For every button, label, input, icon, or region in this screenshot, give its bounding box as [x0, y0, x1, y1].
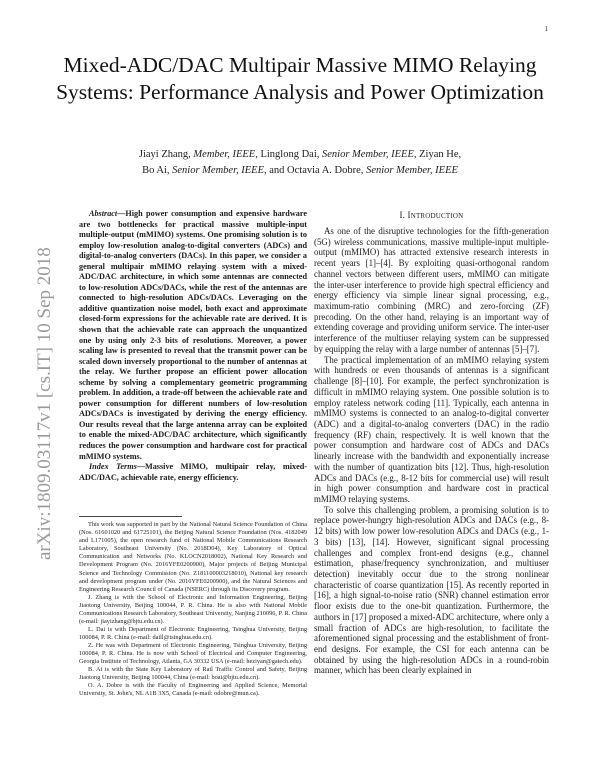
abstract-text: —High power consumption and expensive hardware are two bottlenecks for practical massive multiple-input multiple-output (mMIMO) systems. One promising solution is to employ low-resolution analog-to-digital converters (ADCs) and digital-to-analog converters (DACs). In this paper, we consider a general multipair mMIMO relaying system with a mixed-ADC/DAC architecture, in which some antennas are connected to low-resolution ADCs/DACs, while the rest of the antennas are connected to high-resolution ADCs/DACs. Leveraging on the additive quantization noise model, both exact and approximate closed-form expressions for the achievable rate are derived. It is shown that the achievable rate can approach the unquantized one by using only 2-3 bits of resolutions. Moreover, a power scaling law is presented to reveal that the transmit power can be scaled down inversely proportional to the number of antennas at the relay. We further propose an efficient power allocation scheme by solving a complementary geometric programming problem. In addition, a trade-off between the achievable rate and power consumption for different numbers of low-resolution ADCs/DACs is investigated by deriving the energy efficiency. Our results reveal that the large antenna array can be exploited to enable the mixed-ADC/DAC architecture, which significantly reduces the power consumption and hardware cost for practical mMIMO systems. [79, 209, 307, 461]
section-title-rest: NTRODUCTION [410, 212, 464, 220]
page-number: 1 [544, 25, 548, 33]
footnote-author: L. Dai is with Department of Electronic Engineering, Tsinghua University, Beijing 100084, P. R. China (e-mail: daill@tsinghua.edu.cn). [79, 625, 307, 641]
index-terms-label: Index Terms [89, 462, 137, 472]
author-text: Jiayi Zhang, [138, 149, 194, 160]
footnote-author: B. Ai is with the State Key Laboratory of Rail Traffic Control and Safety, Beijing Jiaotong University, Beijing 100044, China (e-mail: boai@bjtu.edu.cn). [79, 666, 307, 682]
author-text: , and Octavia A. Dobre, [264, 165, 367, 176]
author-role: Senior Member, IEEE [366, 165, 458, 176]
author-text: Bo Ai, [142, 165, 173, 176]
author-text: , Linglong Dai, [255, 149, 323, 160]
paper-title: Mixed-ADC/DAC Multipair Massive MIMO Relaying Systems: Performance Analysis and Power Optimization [56, 53, 544, 104]
footnote-author: J. Zhang is with the School of Electronic and Information Engineering, Beijing Jiaotong University, Beijing 100044, P. R. China. He is also with National Mobile Communications Research Laboratory, Southeast University, Nanjing 210096, P. R. China (e-mail: jiayizhang@bjtu.edu.cn). [79, 593, 307, 625]
author-role: Senior Member, IEEE [322, 149, 414, 160]
arxiv-stamp: arXiv:1809.03117v1 [cs.IT] 10 Sep 2018 [34, 247, 55, 560]
body-paragraph: To solve this challenging problem, a promising solution is to replace power-hungry high-resolution ADCs and DACs (e.g., 8-12 bits) with low power low-resolution ADCs and DACs (e.g., 1-3 bits) [13], [14]. However, significant signal processing challenges and complex front-end designs (e.g., channel estimation, phase/frequency synchronization, and multiuser detection) inevitably occur due to the strong nonlinear characteristic of coarse quantization [15]. As recently reported in [16], a high signal-to-noise ratio (SNR) channel estimation error floor exists due to the one-bit quantization. Furthermore, the authors in [17] proposed a mixed-ADC architecture, where only a small fraction of ADCs are high-resolution, to facilitate the aforementioned signal processing and the establishment of front-end designs. For example, the CSI for each antenna can be obtained by using the high-resolution ADCs in a round-robin manner, which has been clearly explained in [314, 504, 549, 676]
left-column [79, 209, 307, 698]
body-paragraph: The practical implementation of an mMIMO relaying system with hundreds or even thousands of antennas is a significant challenge [8]–[10]. For example, the perfect synchronization is difficult in mMIMO relaying system. One possible solution is to employ rateless network coding [11]. Typically, each antenna in mMIMO systems is connected to an analog-to-digital converter (ADC) and a digital-to-analog converters (DAC) in the radio frequency (RF) chain, respectively. It is well known that the power consumption and hardware cost of ADCs and DACs linearly increase with the bandwidth and exponentially increase with the number of quantization bits [12]. Thus, high-resolution ADCs and DACs (e.g., 8-12 bits for commercial use) will result in high power consumption and hardware cost in practical mMIMO relaying systems. [314, 354, 549, 504]
section-numeral: I. [399, 210, 408, 220]
index-terms [79, 462, 307, 483]
author-text: , Ziyan He, [413, 149, 462, 160]
author-role: Member, IEEE [193, 149, 256, 160]
footnote-author: Z. He was with Department of Electronic Engineering, Tsinghua University, Beijing 100084, P. R. China. He is now with School of Electrical and Computer Engineering, Georgia Institute of Technology, Atlanta, GA 30332 USA (e-mail: heziyan@gatech.edu). [79, 641, 307, 666]
author-list [50, 147, 550, 179]
footnote-author: O. A. Dobre is with the Faculty of Engineering and Applied Science, Memorial University, St. John's, NL A1B 3X5, Canada (e-mail: odobre@mun.ca). [79, 682, 307, 698]
author-role: Senior Member, IEEE [172, 165, 264, 176]
footnote-funding: This work was supported in part by the National Natural Science Foundation of China (Nos. 61601020 and 61725101), the Beijing Natural Science Foundation (Nos. 4182049 and L171005), the open research fund of National Mobile Communications Research Laboratory, Southeast University (No. 2018D04), Key Laboratory of Optical Communication and Networks (No. KLOCN2018002), National Key Research and Development Program (No. 2016YFE0200900), Major projects of Beijing Municipal Science and Technology Commission (No. Z181100003218010), National key research and development program under (No. 2016YFE0200900), and the Natural Sciences and Engineering Research Council of Canada (NSERC) through its Discovery program. [79, 521, 307, 593]
author-line-1 [50, 147, 550, 163]
index-terms-text: —Massive MIMO, multipair relay, mixed-ADC/DAC, achievable rate, energy efficiency. [79, 462, 307, 482]
author-line-2 [50, 163, 550, 179]
right-column [314, 209, 549, 676]
section-title-initial: I [407, 210, 411, 220]
section-heading [314, 209, 549, 222]
abstract [79, 209, 307, 462]
abstract-label: Abstract [89, 209, 118, 218]
body-paragraph: As one of the disruptive technologies for the fifth-generation (5G) wireless communications, massive multiple-input multiple-output (mMIMO) has attracted extensive research interests in recent years [1]–[4]. By exploiting quasi-orthogonal random channel vectors between different users, mMIMO can mitigate the inter-user interference to provide high spectral efficiency and energy efficiency via simple linear signal processing, e.g., maximum-ratio combining (MRC) and zero-forcing (ZF) precoding. On the other hand, relaying is an important way of extending coverage and providing uniform service. The inter-user interference of the multiuser relaying system can be suppressed by equipping the relay with a large number of antennas [5]–[7]. [314, 226, 549, 354]
